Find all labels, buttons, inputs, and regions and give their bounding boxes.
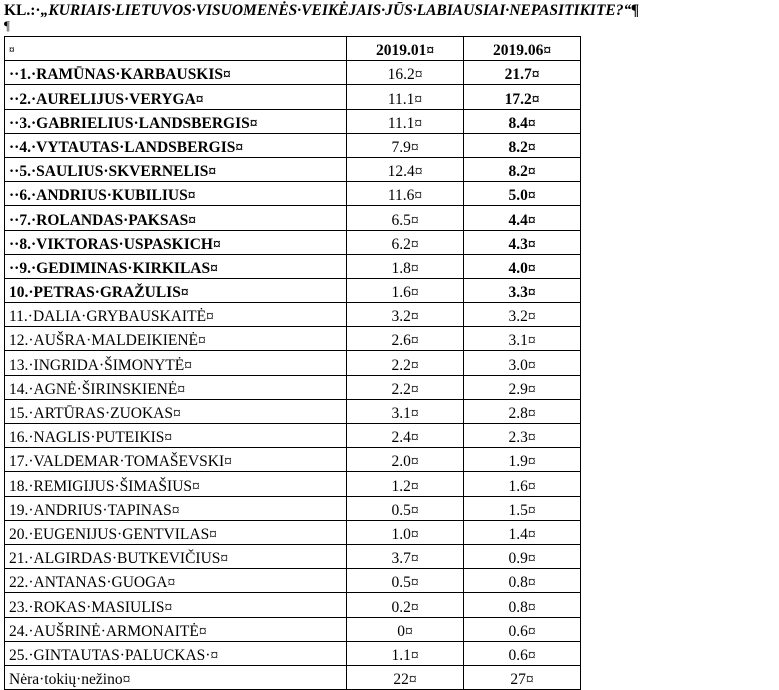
value-2019-06-cell: 8.2¤ bbox=[464, 157, 581, 181]
value-2019-01-cell: 11.1¤ bbox=[347, 109, 464, 133]
table-row bbox=[5, 254, 581, 278]
value-2019-01-cell: 11.1¤ bbox=[347, 85, 464, 109]
value-2019-01-cell: 2.6¤ bbox=[347, 327, 464, 351]
value-2019-01-cell: 3.2¤ bbox=[347, 303, 464, 327]
table-row bbox=[5, 157, 581, 181]
value-2019-01-cell: 1.2¤ bbox=[347, 472, 464, 496]
value-2019-01-cell: 1.8¤ bbox=[347, 254, 464, 278]
table-row bbox=[5, 424, 581, 448]
person-name-cell: 18.·REMIGIJUS·ŠIMAŠIUS¤ bbox=[5, 472, 347, 496]
table-row bbox=[5, 593, 581, 617]
person-name-cell: 20.·EUGENIJUS·GENTVILAS¤ bbox=[5, 520, 347, 544]
person-name-cell: 15.·ARTŪRAS·ZUOKAS¤ bbox=[5, 399, 347, 423]
person-name-cell: ··2.·AURELIJUS·VERYGA¤ bbox=[5, 85, 347, 109]
table-row bbox=[5, 182, 581, 206]
value-2019-01-cell: 7.9¤ bbox=[347, 133, 464, 157]
value-2019-01-cell: 0.5¤ bbox=[347, 496, 464, 520]
value-2019-06-cell: 4.4¤ bbox=[464, 206, 581, 230]
value-2019-06-cell: 0.6¤ bbox=[464, 641, 581, 665]
value-2019-06-cell: 0.8¤ bbox=[464, 593, 581, 617]
table-row bbox=[5, 351, 581, 375]
value-2019-06-cell: 5.0¤ bbox=[464, 182, 581, 206]
value-2019-01-cell: 0.2¤ bbox=[347, 593, 464, 617]
value-2019-06-cell: 4.3¤ bbox=[464, 230, 581, 254]
person-name-cell: ··1.·RAMŪNAS·KARBAUSKIS¤ bbox=[5, 61, 347, 85]
value-2019-01-cell: 0¤ bbox=[347, 617, 464, 641]
value-2019-06-cell: 27¤ bbox=[464, 665, 581, 689]
table-row bbox=[5, 375, 581, 399]
value-2019-06-cell: 1.6¤ bbox=[464, 472, 581, 496]
value-2019-01-cell: 11.6¤ bbox=[347, 182, 464, 206]
table-row bbox=[5, 230, 581, 254]
person-name-cell: 21.·ALGIRDAS·BUTKEVIČIUS¤ bbox=[5, 544, 347, 568]
person-name-cell: ··8.·VIKTORAS·USPASKICH¤ bbox=[5, 230, 347, 254]
person-name-cell: 19.·ANDRIUS·TAPINAS¤ bbox=[5, 496, 347, 520]
person-name-cell: 11.·DALIA·GRYBAUSKAITĖ¤ bbox=[5, 303, 347, 327]
person-name-cell: ··7.·ROLANDAS·PAKSAS¤ bbox=[5, 206, 347, 230]
value-2019-06-cell: 0.9¤ bbox=[464, 544, 581, 568]
value-2019-06-cell: 3.0¤ bbox=[464, 351, 581, 375]
person-name-cell: 10.·PETRAS·GRAŽULIS¤ bbox=[5, 278, 347, 302]
value-2019-01-cell: 6.5¤ bbox=[347, 206, 464, 230]
person-name-cell: ··9.·GEDIMINAS·KIRKILAS¤ bbox=[5, 254, 347, 278]
table-row bbox=[5, 206, 581, 230]
value-2019-06-cell: 1.5¤ bbox=[464, 496, 581, 520]
value-2019-06-cell: 1.9¤ bbox=[464, 448, 581, 472]
table-row bbox=[5, 278, 581, 302]
person-name-cell: ··4.·VYTAUTAS·LANDSBERGIS¤ bbox=[5, 133, 347, 157]
value-2019-01-cell: 1.1¤ bbox=[347, 641, 464, 665]
table-row bbox=[5, 448, 581, 472]
value-2019-06-cell: 17.2¤ bbox=[464, 85, 581, 109]
header-corner-cell: ¤ bbox=[5, 37, 347, 61]
value-2019-01-cell: 2.0¤ bbox=[347, 448, 464, 472]
value-2019-06-cell: 3.1¤ bbox=[464, 327, 581, 351]
person-name-cell: 17.·VALDEMAR·TOMAŠEVSKI¤ bbox=[5, 448, 347, 472]
value-2019-01-cell: 3.7¤ bbox=[347, 544, 464, 568]
person-name-cell: 22.·ANTANAS·GUOGA¤ bbox=[5, 569, 347, 593]
value-2019-01-cell: 3.1¤ bbox=[347, 399, 464, 423]
value-2019-06-cell: 21.7¤ bbox=[464, 61, 581, 85]
table-row bbox=[5, 641, 581, 665]
table-row bbox=[5, 544, 581, 568]
person-name-cell: ··5.·SAULIUS·SKVERNELIS¤ bbox=[5, 157, 347, 181]
person-name-cell: ··3.·GABRIELIUS·LANDSBERGIS¤ bbox=[5, 109, 347, 133]
value-2019-06-cell: 2.8¤ bbox=[464, 399, 581, 423]
value-2019-01-cell: 2.2¤ bbox=[347, 375, 464, 399]
table-row bbox=[5, 569, 581, 593]
table-header-row bbox=[5, 37, 581, 61]
table-row bbox=[5, 61, 581, 85]
value-2019-01-cell: 12.4¤ bbox=[347, 157, 464, 181]
person-name-cell: ··6.·ANDRIUS·KUBILIUS¤ bbox=[5, 182, 347, 206]
table-row bbox=[5, 133, 581, 157]
table-row bbox=[5, 399, 581, 423]
value-2019-06-cell: 8.2¤ bbox=[464, 133, 581, 157]
person-name-cell: 12.·AUŠRA·MALDEIKIENĖ¤ bbox=[5, 327, 347, 351]
survey-question-heading bbox=[4, 2, 639, 20]
person-name-cell: Nėra·tokių·nežino¤ bbox=[5, 665, 347, 689]
value-2019-06-cell: 0.8¤ bbox=[464, 569, 581, 593]
value-2019-06-cell: 8.4¤ bbox=[464, 109, 581, 133]
header-2019-01: 2019.01¤ bbox=[347, 37, 464, 61]
table-row bbox=[5, 496, 581, 520]
value-2019-01-cell: 0.5¤ bbox=[347, 569, 464, 593]
value-2019-06-cell: 4.0¤ bbox=[464, 254, 581, 278]
value-2019-01-cell: 1.0¤ bbox=[347, 520, 464, 544]
person-name-cell: 13.·INGRIDA·ŠIMONYTĖ¤ bbox=[5, 351, 347, 375]
value-2019-01-cell: 2.2¤ bbox=[347, 351, 464, 375]
value-2019-01-cell: 1.6¤ bbox=[347, 278, 464, 302]
person-name-cell: 25.·GINTAUTAS·PALUCKAS·¤ bbox=[5, 641, 347, 665]
value-2019-01-cell: 2.4¤ bbox=[347, 424, 464, 448]
value-2019-06-cell: 0.6¤ bbox=[464, 617, 581, 641]
value-2019-06-cell: 2.3¤ bbox=[464, 424, 581, 448]
value-2019-06-cell: 2.9¤ bbox=[464, 375, 581, 399]
table-row bbox=[5, 109, 581, 133]
value-2019-06-cell: 1.4¤ bbox=[464, 520, 581, 544]
header-2019-06: 2019.06¤ bbox=[464, 37, 581, 61]
table-row bbox=[5, 327, 581, 351]
person-name-cell: 24.·AUŠRINĖ·ARMONAITĖ¤ bbox=[5, 617, 347, 641]
value-2019-06-cell: 3.3¤ bbox=[464, 278, 581, 302]
person-name-cell: 23.·ROKAS·MASIULIS¤ bbox=[5, 593, 347, 617]
distrust-ranking-table bbox=[4, 36, 581, 690]
table-row bbox=[5, 617, 581, 641]
table-row bbox=[5, 85, 581, 109]
value-2019-01-cell: 6.2¤ bbox=[347, 230, 464, 254]
person-name-cell: 14.·AGNĖ·ŠIRINSKIENĖ¤ bbox=[5, 375, 347, 399]
value-2019-06-cell: 3.2¤ bbox=[464, 303, 581, 327]
value-2019-01-cell: 16.2¤ bbox=[347, 61, 464, 85]
paragraph-mark: ¶ bbox=[4, 18, 10, 33]
question-prefix: KL.:· bbox=[4, 2, 41, 19]
table-row bbox=[5, 665, 581, 689]
table-row bbox=[5, 520, 581, 544]
value-2019-01-cell: 22¤ bbox=[347, 665, 464, 689]
table-row bbox=[5, 303, 581, 327]
person-name-cell: 16.·NAGLIS·PUTEIKIS¤ bbox=[5, 424, 347, 448]
table-row bbox=[5, 472, 581, 496]
question-text: „KURIAIS·LIETUVOS·VISUOMENĖS·VEIKĖJAIS·JŪS·LABIAUSIAI·NEPASITIKITE?“¶ bbox=[40, 2, 639, 19]
